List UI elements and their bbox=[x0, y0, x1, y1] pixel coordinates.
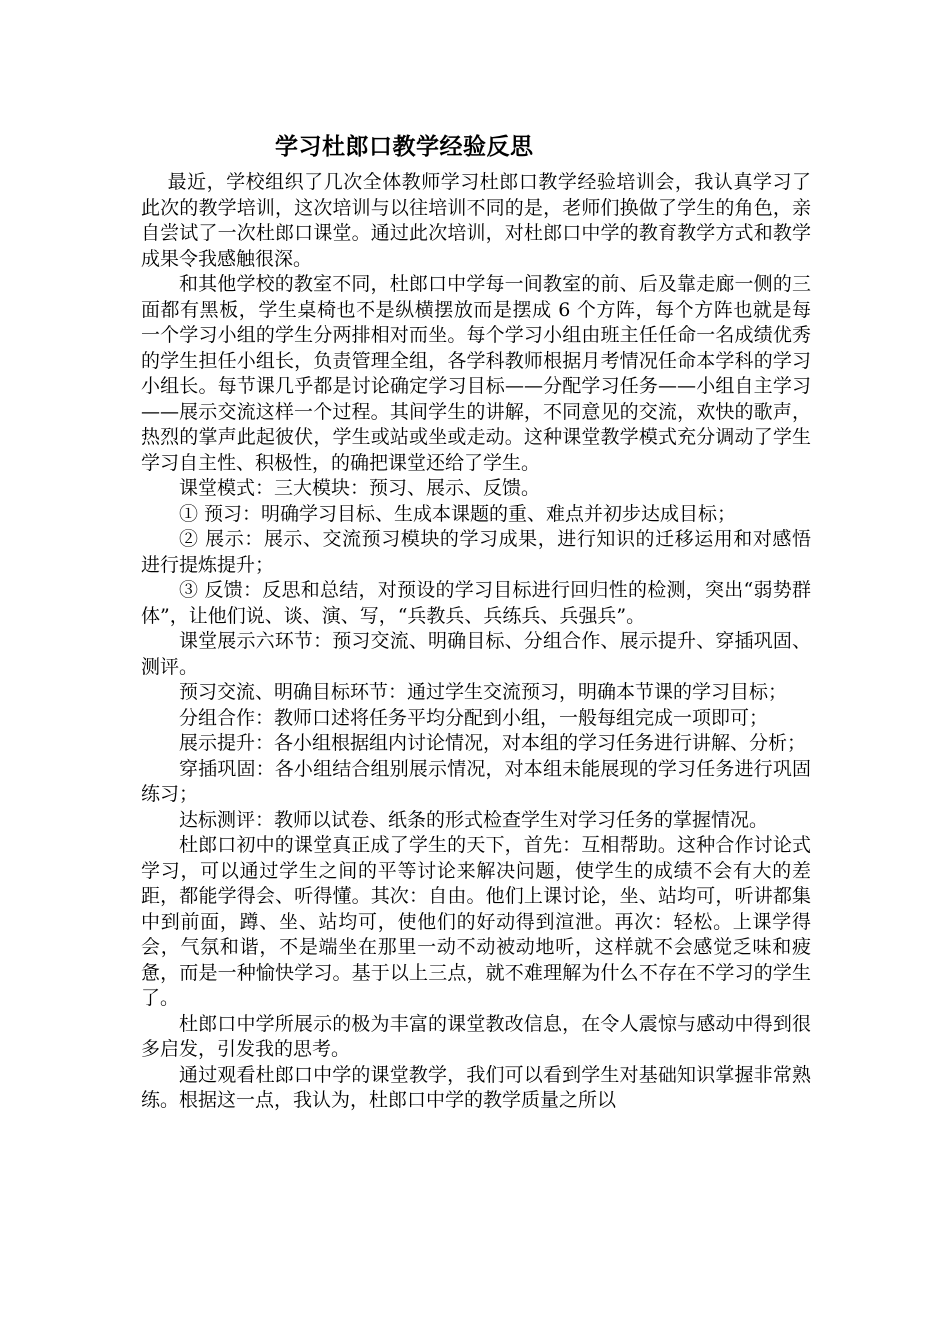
document-page bbox=[141, 132, 811, 1114]
paragraph-six-steps: 课堂展示六环节：预习交流、明确目标、分组合作、展示提升、穿插巩固、测评。 bbox=[141, 630, 811, 678]
paragraph-consolidate: 穿插巩固：各小组结合组别展示情况，对本组未能展现的学习任务进行巩固练习； bbox=[141, 757, 811, 805]
paragraph-classroom-layout: 和其他学校的教室不同，杜郎口中学每一间教室的前、后及靠走廊一侧的三面都有黑板，学生桌椅也不是纵横摆放而是摆成 6 个方阵，每个方阵也就是每一个学习小组的学生分两排相对而坐。每个学习小组由班主任任命一名成绩优秀的学生担任小组长，负责管理全组，各学科教师根据月考情况任命本学科的学习小组长。每节课几乎都是讨论确定学习目标——分配学习任务——小组自主学习——展示交流这样一个过程。其间学生的讲解，不同意见的交流，欢快的歌声，热烈的掌声此起彼伏，学生或站或坐或走动。这种课堂教学模式充分调动了学生学习自主性、积极性，的确把课堂还给了学生。 bbox=[141, 273, 811, 474]
paragraph-observation: 通过观看杜郎口中学的课堂教学，我们可以看到学生对基础知识掌握非常熟练。根据这一点，我认为，杜郎口中学的教学质量之所以 bbox=[141, 1063, 811, 1111]
paragraph-class-mode: 课堂模式：三大模块：预习、展示、反馈。 bbox=[179, 477, 541, 499]
paragraph-preview-goals: 预习交流、明确目标环节：通过学生交流预习，明确本节课的学习目标； bbox=[179, 681, 788, 703]
paragraph-display: ② 展示：展示、交流预习模块的学习成果，进行知识的迁移运用和对感悟进行提炼提升； bbox=[141, 528, 811, 576]
paragraph-group-work: 分组合作：教师口述将任务平均分配到小组，一般每组完成一项即可； bbox=[179, 706, 769, 729]
paragraph-assessment: 达标测评：教师以试卷、纸条的形式检查学生对学习任务的掌握情况。 bbox=[179, 808, 769, 831]
paragraph-intro: 最近，学校组织了几次全体教师学习杜郎口教学经验培训会，我认真学习了此次的教学培训，这次培训与以往培训不同的是，老师们换做了学生的角色，亲自尝试了一次杜郎口课堂。通过此次培训，对杜郎口中学的教育教学方式和教学成果令我感触很深。 bbox=[141, 171, 811, 270]
paragraph-inspiration: 杜郎口中学所展示的极为丰富的课堂教改信息，在令人震惊与感动中得到很多启发，引发我的思考。 bbox=[141, 1012, 811, 1060]
paragraph-display-improve: 展示提升：各小组根据组内讨论情况，对本组的学习任务进行讲解、分析； bbox=[179, 732, 807, 754]
paragraph-preview: ① 预习：明确学习目标、生成本课题的重、难点并初步达成目标； bbox=[179, 502, 737, 525]
paragraph-feedback: ③ 反馈：反思和总结，对预设的学习目标进行回归性的检测，突出“弱势群体”，让他们说、谈、演、写，“兵教兵、兵练兵、兵强兵”。 bbox=[141, 579, 811, 627]
paragraph-student-world: 杜郎口初中的课堂真正成了学生的天下，首先：互相帮助。这种合作讨论式学习，可以通过学生之间的平等讨论来解决问题，使学生的成绩不会有大的差距，都能学得会、听得懂。其次：自由。他们上课讨论，坐、站均可，听讲都集中到前面，蹲、坐、站均可，使他们的好动得到渲泄。再次：轻松。上课学得会，气氛和谐，不是端坐在那里一动不动被动地听，这样就不会感觉乏味和疲惫，而是一种愉快学习。基于以上三点，就不难理解为什么不存在不学习的学生了。 bbox=[141, 834, 811, 1009]
document-title: 学习杜郎口教学经验反思 bbox=[275, 133, 534, 160]
